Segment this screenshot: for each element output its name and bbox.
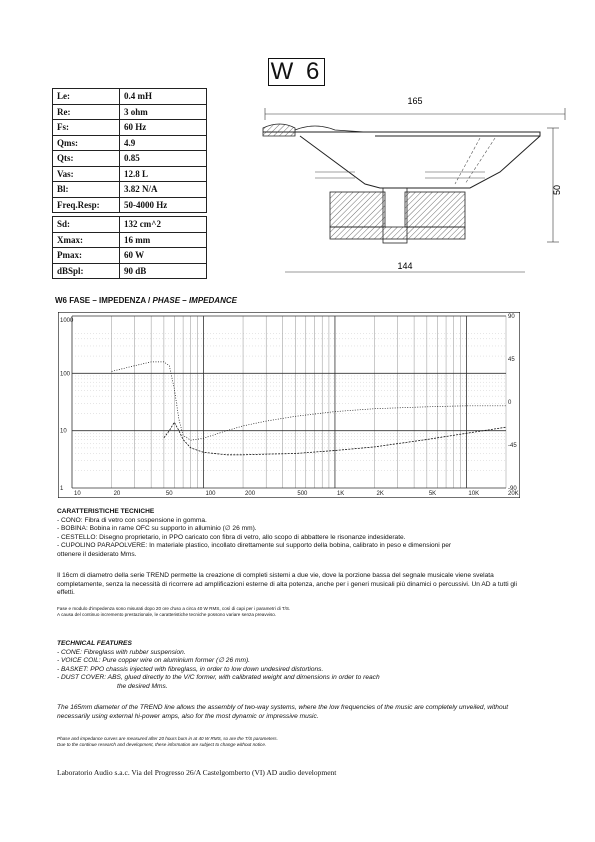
- features-it-note: A causa del continuo incremento prestazionale, le caratteristiche tecniche possono variare senza preavviso.: [57, 612, 277, 617]
- y-right-tick-label: 45: [508, 357, 515, 363]
- features-it-line: ottenere il desiderato Mms.: [57, 550, 137, 558]
- features-en-line: - VOICE COIL: Pure copper wire on aluminium former (∅ 26 mm).: [57, 657, 250, 665]
- param-value: 60 W: [120, 248, 207, 264]
- param-value: 3 ohm: [120, 104, 207, 120]
- dim-inner-label: 144: [397, 261, 413, 271]
- features-it-line: - BOBINA: Bobina in rame OFC su supporto in alluminio (∅ 26 mm).: [57, 525, 257, 533]
- param-value: 132 cm^2: [120, 217, 207, 233]
- features-it-notes: [57, 606, 532, 618]
- features-it-title: CARATTERISTICHE TECNICHE: [57, 508, 155, 515]
- x-tick-label: 500: [297, 491, 308, 497]
- x-tick-label: 200: [245, 491, 256, 497]
- param-row: [53, 104, 207, 120]
- features-en: [57, 640, 532, 692]
- x-tick-label: 10K: [468, 491, 480, 497]
- param-row: [53, 232, 207, 248]
- y-left-tick-label: 100: [60, 371, 71, 378]
- param-row: [53, 166, 207, 182]
- features-en-note: Due to the continue research and development, these information are subject to change without notice.: [57, 742, 267, 747]
- param-row: [53, 182, 207, 198]
- param-label: Sd:: [53, 217, 120, 233]
- param-value: 16 mm: [120, 232, 207, 248]
- param-label: Freq.Resp:: [53, 197, 120, 213]
- param-row: [53, 89, 207, 105]
- param-label: Qms:: [53, 135, 120, 151]
- params-table-electrical: [52, 88, 207, 213]
- features-en-paragraph: The 165mm diameter of the TREND line allows the assembly of two-way systems, where the low frequencies of the music are completely unveiled, without necessarily using external hi-power amps, also for the most dynamic or impressive music.: [57, 704, 509, 720]
- footer-address: Laboratorio Audio s.a.c. Via del Progresso 26/A Castelgomberto (VI) AD audio development: [57, 768, 337, 777]
- features-it-line: - CESTELLO: Disegno proprietario, in PPO caricato con fibra di vetro, allo scopo di abbattere le risonanze indesiderate.: [57, 533, 406, 541]
- features-en-line: the desired Mms.: [117, 682, 168, 690]
- param-value: 3.82 N/A: [120, 182, 207, 198]
- x-tick-label: 2K: [376, 491, 384, 497]
- speaker-cross-section-drawing: [255, 92, 575, 278]
- x-tick-label: 100: [205, 491, 216, 497]
- param-value: 0.85: [120, 151, 207, 167]
- param-row: [53, 135, 207, 151]
- chart-section-title: [55, 296, 237, 305]
- param-value: 4.9: [120, 135, 207, 151]
- features-en-line: - BASKET: PPO chassis injected with fibreglass, in order to low down undesired distortions.: [57, 665, 324, 673]
- param-label: Fs:: [53, 120, 120, 136]
- param-row: [53, 197, 207, 213]
- features-en-notes: [57, 736, 532, 748]
- dim-depth-label: 50: [552, 184, 562, 196]
- param-label: dBSpl:: [53, 263, 120, 279]
- param-label: Vas:: [53, 166, 120, 182]
- features-it-note: Fase e modulo d'impedenza sono misurati dopo 20 ore d'uso a circa 40 W RMS, così di capi per i parametri di T/S.: [57, 606, 291, 611]
- features-it-line: - CONO: Fibra di vetro con sospensione in gomma.: [57, 516, 207, 524]
- features-en-note: Phase and impedance curves are measured after 20 hours burn in at 40 W RMS, so are the T/S parameters.: [57, 736, 278, 741]
- y-right-tick-label: -45: [508, 443, 517, 449]
- chart-frame: [58, 312, 520, 498]
- param-value: 90 dB: [120, 263, 207, 279]
- features-it: [57, 508, 532, 560]
- impedance-phase-chart: [58, 312, 520, 498]
- chart-title-prefix: W6 FASE – IMPEDENZA /: [55, 296, 153, 305]
- chart-title-en: PHASE – IMPEDANCE: [152, 296, 237, 305]
- features-en-line: - DUST COVER: ABS, glued directly to the V/C former, with calibrated weight and dimensions in order to reach: [57, 674, 380, 682]
- features-en-line: - CONE: Fibreglass with rubber suspension.: [57, 648, 186, 656]
- model-title: W 6: [268, 58, 325, 86]
- y-right-tick-label: 90: [508, 314, 515, 320]
- param-label: Bl:: [53, 182, 120, 198]
- param-row: [53, 248, 207, 264]
- x-tick-label: 50: [165, 491, 173, 497]
- param-value: 12.8 L: [120, 166, 207, 182]
- x-tick-label: 10: [74, 491, 81, 497]
- y-right-tick-label: -90: [508, 486, 517, 492]
- y-right-tick-label: 0: [508, 400, 512, 406]
- param-value: 0.4 mH: [120, 89, 207, 105]
- x-tick-label: 20: [113, 491, 121, 497]
- param-label: Pmax:: [53, 248, 120, 264]
- param-row: [53, 217, 207, 233]
- x-tick-label: 1K: [336, 491, 345, 497]
- param-value: 50-4000 Hz: [120, 197, 207, 213]
- dim-width-label: 165: [407, 96, 423, 106]
- params-table-mechanical: [52, 216, 207, 279]
- y-left-tick-label: 10: [60, 428, 67, 435]
- param-row: [53, 263, 207, 279]
- param-label: Re:: [53, 104, 120, 120]
- param-value: 60 Hz: [120, 120, 207, 136]
- x-tick-label: 5K: [428, 491, 437, 497]
- y-left-tick-label: 1: [60, 486, 64, 492]
- param-label: Xmax:: [53, 232, 120, 248]
- x-tick-label: 20K: [508, 491, 519, 497]
- features-it-paragraph: Il 16cm di diametro della serie TREND permette la creazione di completi sistemi a due vie, dove la porzione bassa del segnale musicale viene svelata completamente, senza la necessità di ricorrere ad amplificazioni esterne di alta potenza, anche per i generi musicali più dinamici o percussivi. Un AD a tutti gli effetti.: [57, 572, 517, 597]
- features-en-title: TECHNICAL FEATURES: [57, 640, 132, 647]
- param-row: [53, 120, 207, 136]
- y-left-tick-label: 1000: [60, 318, 74, 324]
- param-label: Qts:: [53, 151, 120, 167]
- param-label: Le:: [53, 89, 120, 105]
- features-it-line: - CUPOLINO PARAPOLVERE: In materiale plastico, incollato direttamente sul supporto della bobina, calibrato in peso e dimensioni per: [57, 542, 452, 550]
- param-row: [53, 151, 207, 167]
